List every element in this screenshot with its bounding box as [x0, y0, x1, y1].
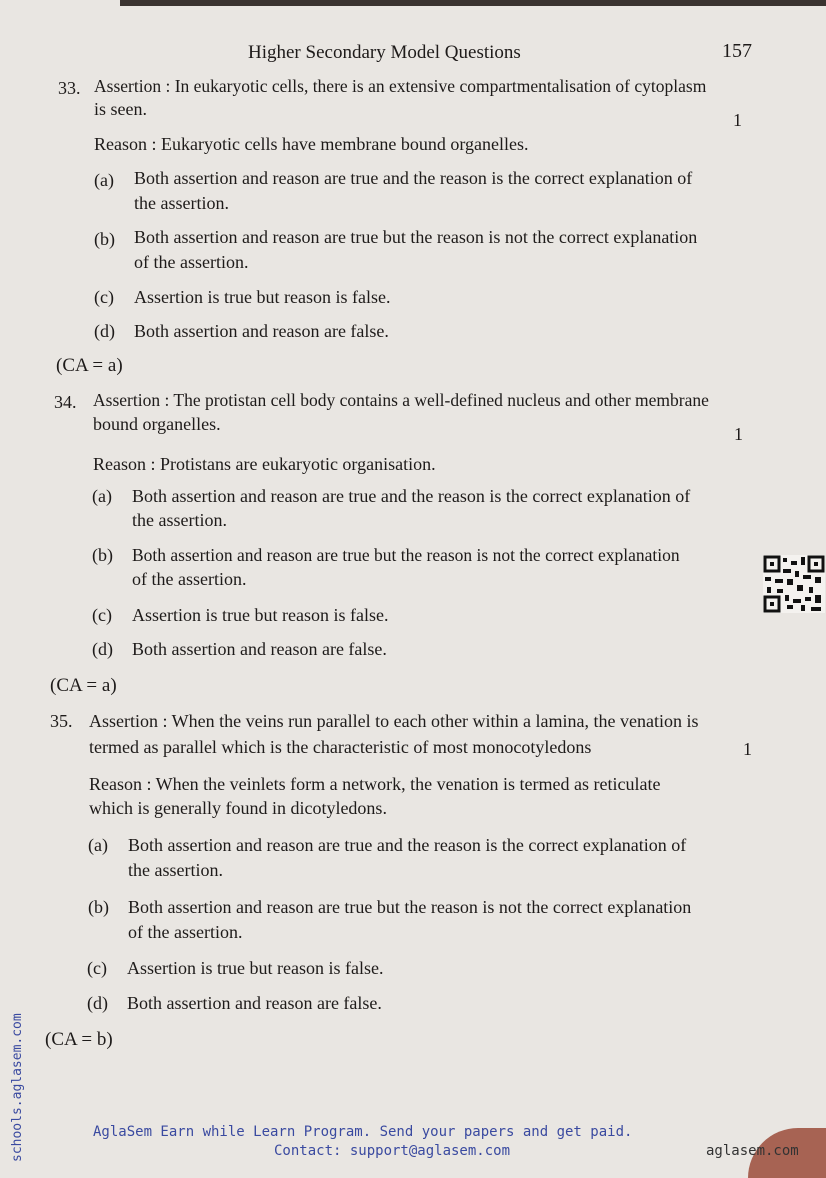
- option-letter: (b): [92, 545, 113, 565]
- option-text: Both assertion and reason are false.: [132, 639, 387, 659]
- reason-line-1: Reason : Protistans are eukaryotic organisation.: [93, 454, 436, 474]
- option-text: the assertion.: [132, 510, 227, 530]
- option-text: Both assertion and reason are true but the reason is not the correct explanation: [134, 227, 698, 247]
- footer-watermark-line-1: AglaSem Earn while Learn Program. Send your papers and get paid.: [93, 1124, 633, 1140]
- option-letter: (d): [92, 639, 113, 659]
- option-text: Both assertion and reason are true but the reason is not the correct explanation: [128, 897, 692, 917]
- question-number: 35.: [50, 711, 73, 731]
- option-letter: (c): [87, 958, 107, 978]
- correct-answer: (CA = b): [45, 1029, 113, 1050]
- footer-watermark-contact: Contact: support@aglasem.com: [274, 1143, 511, 1159]
- assertion-line-1: Assertion : The protistan cell body contains a well-defined nucleus and other membrane: [93, 390, 709, 410]
- option-letter: (a): [94, 170, 114, 190]
- option-text: Assertion is true but reason is false.: [134, 287, 391, 307]
- page-header-title: Higher Secondary Model Questions: [248, 42, 521, 63]
- option-text: Both assertion and reason are false.: [127, 993, 382, 1013]
- option-letter: (c): [94, 287, 114, 307]
- option-letter: (b): [94, 229, 115, 249]
- assertion-line-2: termed as parallel which is the characteristic of most monocotyledons: [89, 737, 592, 757]
- option-text: the assertion.: [134, 193, 229, 213]
- footer-brand: aglasem.com: [706, 1143, 799, 1159]
- qr-code-icon: [763, 555, 825, 613]
- correct-answer: (CA = a): [50, 675, 117, 696]
- option-letter: (d): [87, 993, 108, 1013]
- option-text: of the assertion.: [132, 569, 247, 589]
- option-text: the assertion.: [128, 860, 223, 880]
- assertion-line-1: Assertion : When the veins run parallel to each other within a lamina, the venation is: [89, 711, 699, 731]
- reason-line-2: which is generally found in dicotyledons.: [89, 798, 387, 818]
- option-text: Both assertion and reason are true and the reason is the correct explanation of: [128, 835, 687, 855]
- option-letter: (a): [92, 486, 112, 506]
- reason-line-1: Reason : When the veinlets form a network, the venation is termed as reticulate: [89, 774, 661, 794]
- option-text: Assertion is true but reason is false.: [132, 605, 389, 625]
- marks: 1: [733, 110, 742, 130]
- option-text: of the assertion.: [128, 922, 243, 942]
- option-text: of the assertion.: [134, 252, 249, 272]
- option-letter: (c): [92, 605, 112, 625]
- option-text: Both assertion and reason are true and the reason is the correct explanation of: [132, 486, 691, 506]
- side-watermark-url: schools.aglasem.com: [10, 1013, 25, 1162]
- assertion-line-1: Assertion : In eukaryotic cells, there is an extensive compartmentalisation of cytoplasm: [94, 76, 707, 96]
- question-number: 34.: [54, 392, 77, 412]
- marks: 1: [743, 739, 752, 759]
- option-text: Both assertion and reason are true but the reason is not the correct explanation: [132, 545, 680, 565]
- option-text: Both assertion and reason are false.: [134, 321, 389, 341]
- question-number: 33.: [58, 78, 81, 98]
- correct-answer: (CA = a): [56, 355, 123, 376]
- assertion-line-2: is seen.: [94, 99, 147, 119]
- page-number: 157: [722, 40, 752, 62]
- assertion-line-2: bound organelles.: [93, 414, 221, 434]
- option-text: Both assertion and reason are true and the reason is the correct explanation of: [134, 168, 693, 188]
- reason-line-1: Reason : Eukaryotic cells have membrane bound organelles.: [94, 134, 529, 154]
- scan-edge-shadow: [120, 0, 826, 6]
- option-letter: (a): [88, 835, 108, 855]
- option-text: Assertion is true but reason is false.: [127, 958, 384, 978]
- option-letter: (d): [94, 321, 115, 341]
- marks: 1: [734, 424, 743, 444]
- option-letter: (b): [88, 897, 109, 917]
